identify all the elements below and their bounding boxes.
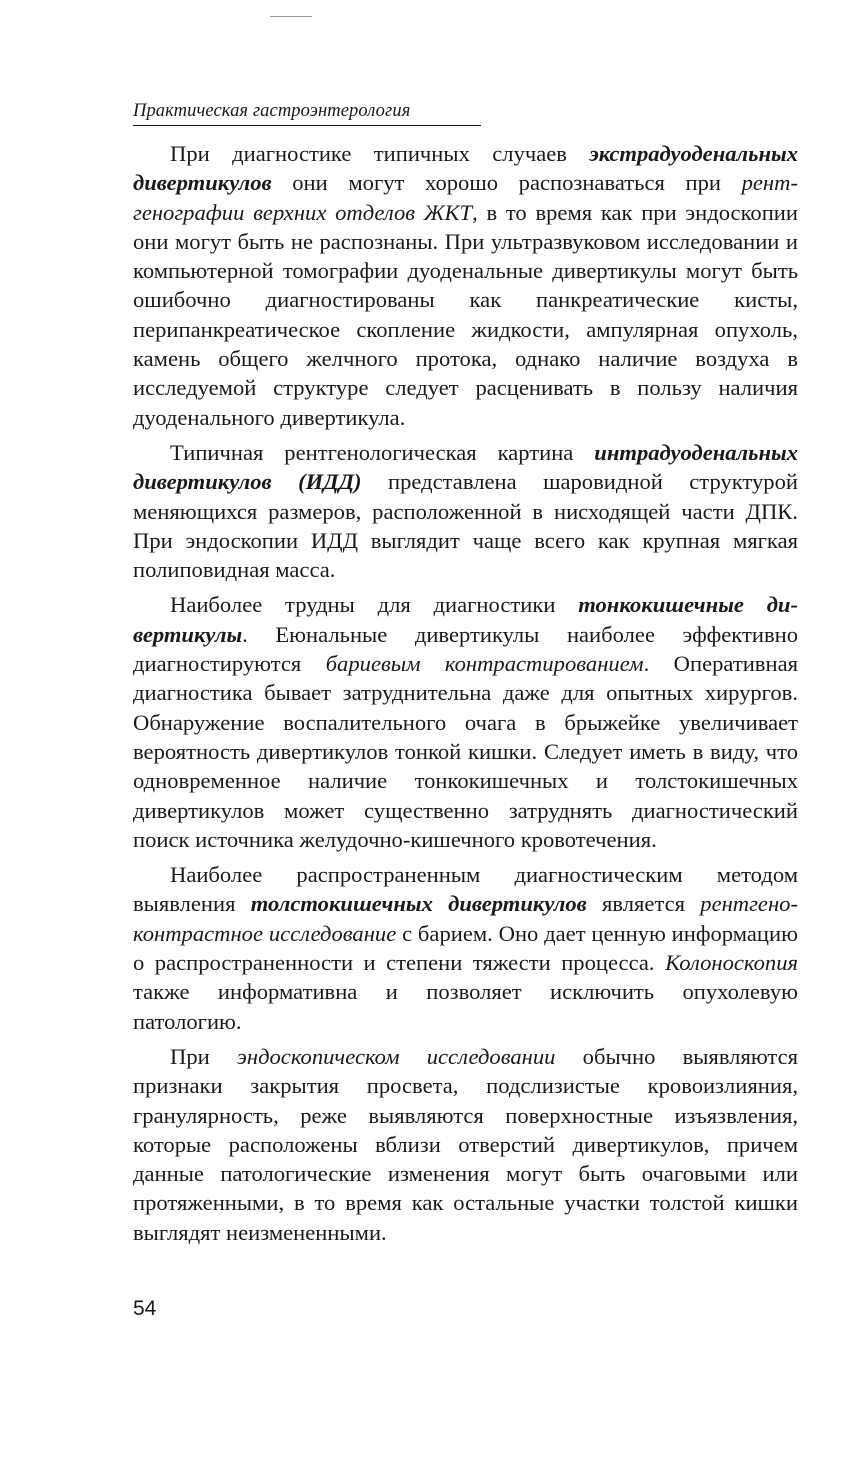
page-number: 54 [133,1297,157,1320]
text-run: , в то время как при эндоскопии они могут быть не распознаны. При ультразвуковом исследовании и компьютерной томографии дуоденальные дивертикулы могут быть ошибочно диагностированы как панкреатические кисты, перипанкреатическое скопление жидкости, ампулярная опухоль, камень общего желчного протока, однако наличие воздуха в исследуемой структуре следует расценивать в пользу наличия дуоденального дивертикула. [133,199,798,430]
emphasis-term: интрадуоденальных дивертикулов (ИДД) [133,439,798,495]
emphasis-term: тонкокишечные дивертикулы [133,592,798,647]
paragraph-endoscopy [133,1042,798,1247]
text-run: . Еюнальные дивертикулы наиболее эффективно диагностируются [133,621,798,677]
paragraph-extraduodenal [133,139,798,432]
running-title: Практическая гастроэнтерология [133,99,481,126]
paragraph-colon [133,860,798,1036]
emphasis-term: толстокишечных дивертикулов [250,891,587,917]
scan-artifact-line [270,16,312,17]
text-run: обычно выявляются признаки закрытия просвета, подслизистые кровоизлияния, гранулярность, реже выявляются поверхностные изъязвления, которые расположены вблизи отверстий дивертикулов, причем данные патологические изменения могут быть очаговыми или протяженными, в то время как остальные участки толстой кишки выглядят неизмененными. [133,1043,799,1245]
text-run: При диагностике типичных случаев [170,141,590,166]
text-run: представлена шаровидной структурой меняющихся размеров, расположенной в нисходящей части ДПК. При эндоскопии ИДД выглядит чаще всего как крупная мягкая полиповидная масса. [133,469,798,583]
text-run: Наиболее трудны для диагностики [170,592,579,618]
italic-term: Колоноскопия [665,950,798,976]
text-run: является [586,891,701,917]
italic-term: рентгеноконтрастное исследование [133,891,798,946]
text-run: При [170,1043,237,1069]
emphasis-term: экстрадуоденальных дивертикулов [133,141,798,196]
paragraph-intraduodenal [133,438,798,584]
italic-term: бариевым контрастированием [325,651,644,677]
text-run: с барием. Оно дает ценную информацию о распространенности и степени тяжести процесса. [133,920,798,976]
paragraph-small-intestine [133,590,798,854]
text-run: также информативна и позволяет исключить опухолевую патологию. [133,979,798,1034]
body-text [133,139,798,1247]
text-run: Типичная рентгенологическая картина [170,439,595,465]
text-run: . Оперативная диагностика бывает затруднительна даже для опытных хирургов. Обнаружение воспалительного очага в брыжейке увеличивает вероятность дивертикулов тонкой кишки. Следует иметь в виду, что одновременное наличие тонкокишечных и толстокишечных дивертикулов может существенно затруднять диагностический поиск источника желудочно-кишечного кровотечения. [133,651,798,852]
text-run: они могут хорошо распознаваться при [271,170,742,196]
text-run: Наиболее распространенным диагностическим методом выявления [133,862,798,917]
italic-term: рентгенографии верхних отделов ЖКТ [133,170,798,225]
italic-term: эндоскопическом исследовании [236,1043,556,1069]
